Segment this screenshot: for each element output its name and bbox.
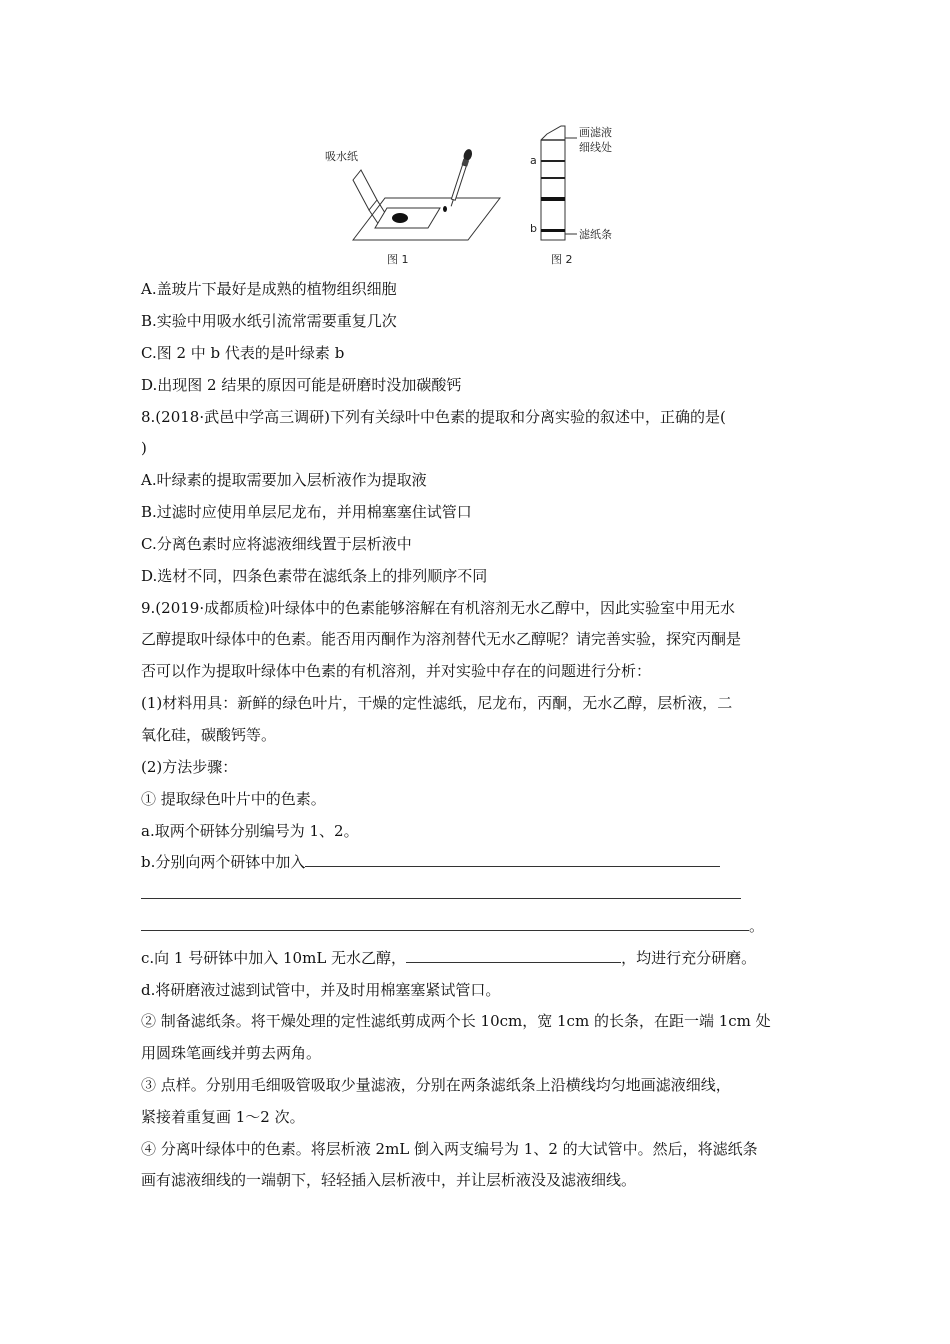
answer-blank-1c[interactable] [406, 948, 621, 963]
sample-spot [392, 213, 408, 223]
q8-option-c: C.分离色素时应将滤液细线置于层析液中 [141, 535, 412, 553]
q9-step1b-end [141, 916, 764, 936]
q7-option-c: C.图 2 中 b 代表的是叶绿素 b [141, 344, 345, 362]
band-4 [541, 229, 565, 232]
q9-step3-line1: ③ 点样。分别用毛细吸管吸取少量滤液，分别在两条滤纸条上沿横线均匀地画滤液细线， [141, 1076, 731, 1094]
q8-option-b: B.过滤时应使用单层尼龙布，并用棉塞塞住试管口 [141, 503, 472, 521]
callout-top-line1: 画滤液 [579, 126, 612, 139]
q9-stem-line3: 否可以作为提取叶绿体中色素的有机溶剂，并对实验中存在的问题进行分析： [141, 662, 652, 680]
fig1-absorbent-paper-label: 吸水纸 [325, 150, 358, 163]
q7-option-d: D.出现图 2 结果的原因可能是研磨时没加碳酸钙 [141, 376, 462, 394]
answer-blank-1b-line2[interactable] [141, 884, 741, 899]
fig2-caption: 图 2 [551, 253, 573, 266]
band-2 [541, 177, 565, 179]
q9-step4-line2: 画有滤液细线的一端朝下，轻轻插入层析液中，并让层析液没及滤液细线。 [141, 1171, 637, 1189]
figure-2 [530, 125, 612, 266]
callout-top-line2: 细线处 [579, 141, 612, 154]
q9-step4-line1: ④ 分离叶绿体中的色素。将层析液 2mL 倒入两支编号为 1、2 的大试管中。然后，将滤纸条 [141, 1140, 758, 1158]
q8-stem-line1: 8.(2018·武邑中学高三调研)下列有关绿叶中色素的提取和分离实验的叙述中，正确的是( [141, 408, 726, 426]
fig1-caption: 图 1 [387, 253, 409, 266]
dropper-icon [447, 148, 473, 208]
q9-step1c [141, 948, 756, 968]
q9-step1: ① 提取绿色叶片中的色素。 [141, 790, 326, 808]
q9-stem-line2: 乙醇提取叶绿体中的色素。能否用丙酮作为溶剂替代无水乙醇呢？请完善实验，探究丙酮是 [141, 630, 742, 648]
experiment-figure [325, 120, 630, 270]
q9-step1d: d.将研磨液过滤到试管中，并及时用棉塞塞紧试管口。 [141, 981, 501, 999]
callout-bottom: 滤纸条 [579, 228, 612, 241]
answer-blank-1b-line1[interactable] [305, 852, 720, 867]
marker-b: b [530, 222, 537, 235]
q8-option-d: D.选材不同，四条色素带在滤纸条上的排列顺序不同 [141, 567, 488, 585]
q9-step1c-post: ，均进行充分研磨。 [621, 949, 757, 967]
q9-step1a: a.取两个研钵分别编号为 1、2。 [141, 822, 359, 840]
filter-paper-strip [541, 126, 565, 240]
band-3 [541, 197, 565, 201]
q9-step2-line1: ② 制备滤纸条。将干燥处理的定性滤纸剪成两个长 10cm，宽 1cm 的长条，在距一端 1cm 处 [141, 1012, 771, 1030]
q7-option-b: B.实验中用吸水纸引流常需要重复几次 [141, 312, 397, 330]
drop [443, 206, 447, 212]
q8-option-a: A.叶绿素的提取需要加入层析液作为提取液 [141, 471, 427, 489]
q9-method-heading: (2)方法步骤： [141, 758, 238, 776]
marker-a: a [530, 154, 537, 167]
q9-step1c-pre: c.向 1 号研钵中加入 10mL 无水乙醇， [141, 949, 407, 967]
q9-stem-line1: 9.(2019·成都质检)叶绿体中的色素能够溶解在有机溶剂无水乙醇中，因此实验室中用无水 [141, 599, 735, 617]
q9-materials-line1: (1)材料用具：新鲜的绿色叶片，干燥的定性滤纸，尼龙布，丙酮，无水乙醇，层析液，二 [141, 694, 733, 712]
q9-step1b-continued [141, 884, 741, 904]
q9-materials-line2: 氧化硅，碳酸钙等。 [141, 726, 277, 744]
figure-1 [325, 148, 500, 266]
q9-step1b [141, 852, 720, 872]
q9-step3-line2: 紧接着重复画 1～2 次。 [141, 1108, 305, 1126]
q7-option-a: A.盖玻片下最好是成熟的植物组织细胞 [141, 280, 397, 298]
answer-blank-1b-line3[interactable] [141, 916, 749, 931]
q9-step1b-period: 。 [749, 917, 765, 935]
q8-stem-line2: ) [141, 439, 147, 457]
band-1 [541, 160, 565, 162]
q9-step2-line2: 用圆珠笔画线并剪去两角。 [141, 1044, 322, 1062]
q9-step1b-text: b.分别向两个研钵中加入 [141, 853, 306, 871]
absorbent-paper [353, 170, 377, 210]
